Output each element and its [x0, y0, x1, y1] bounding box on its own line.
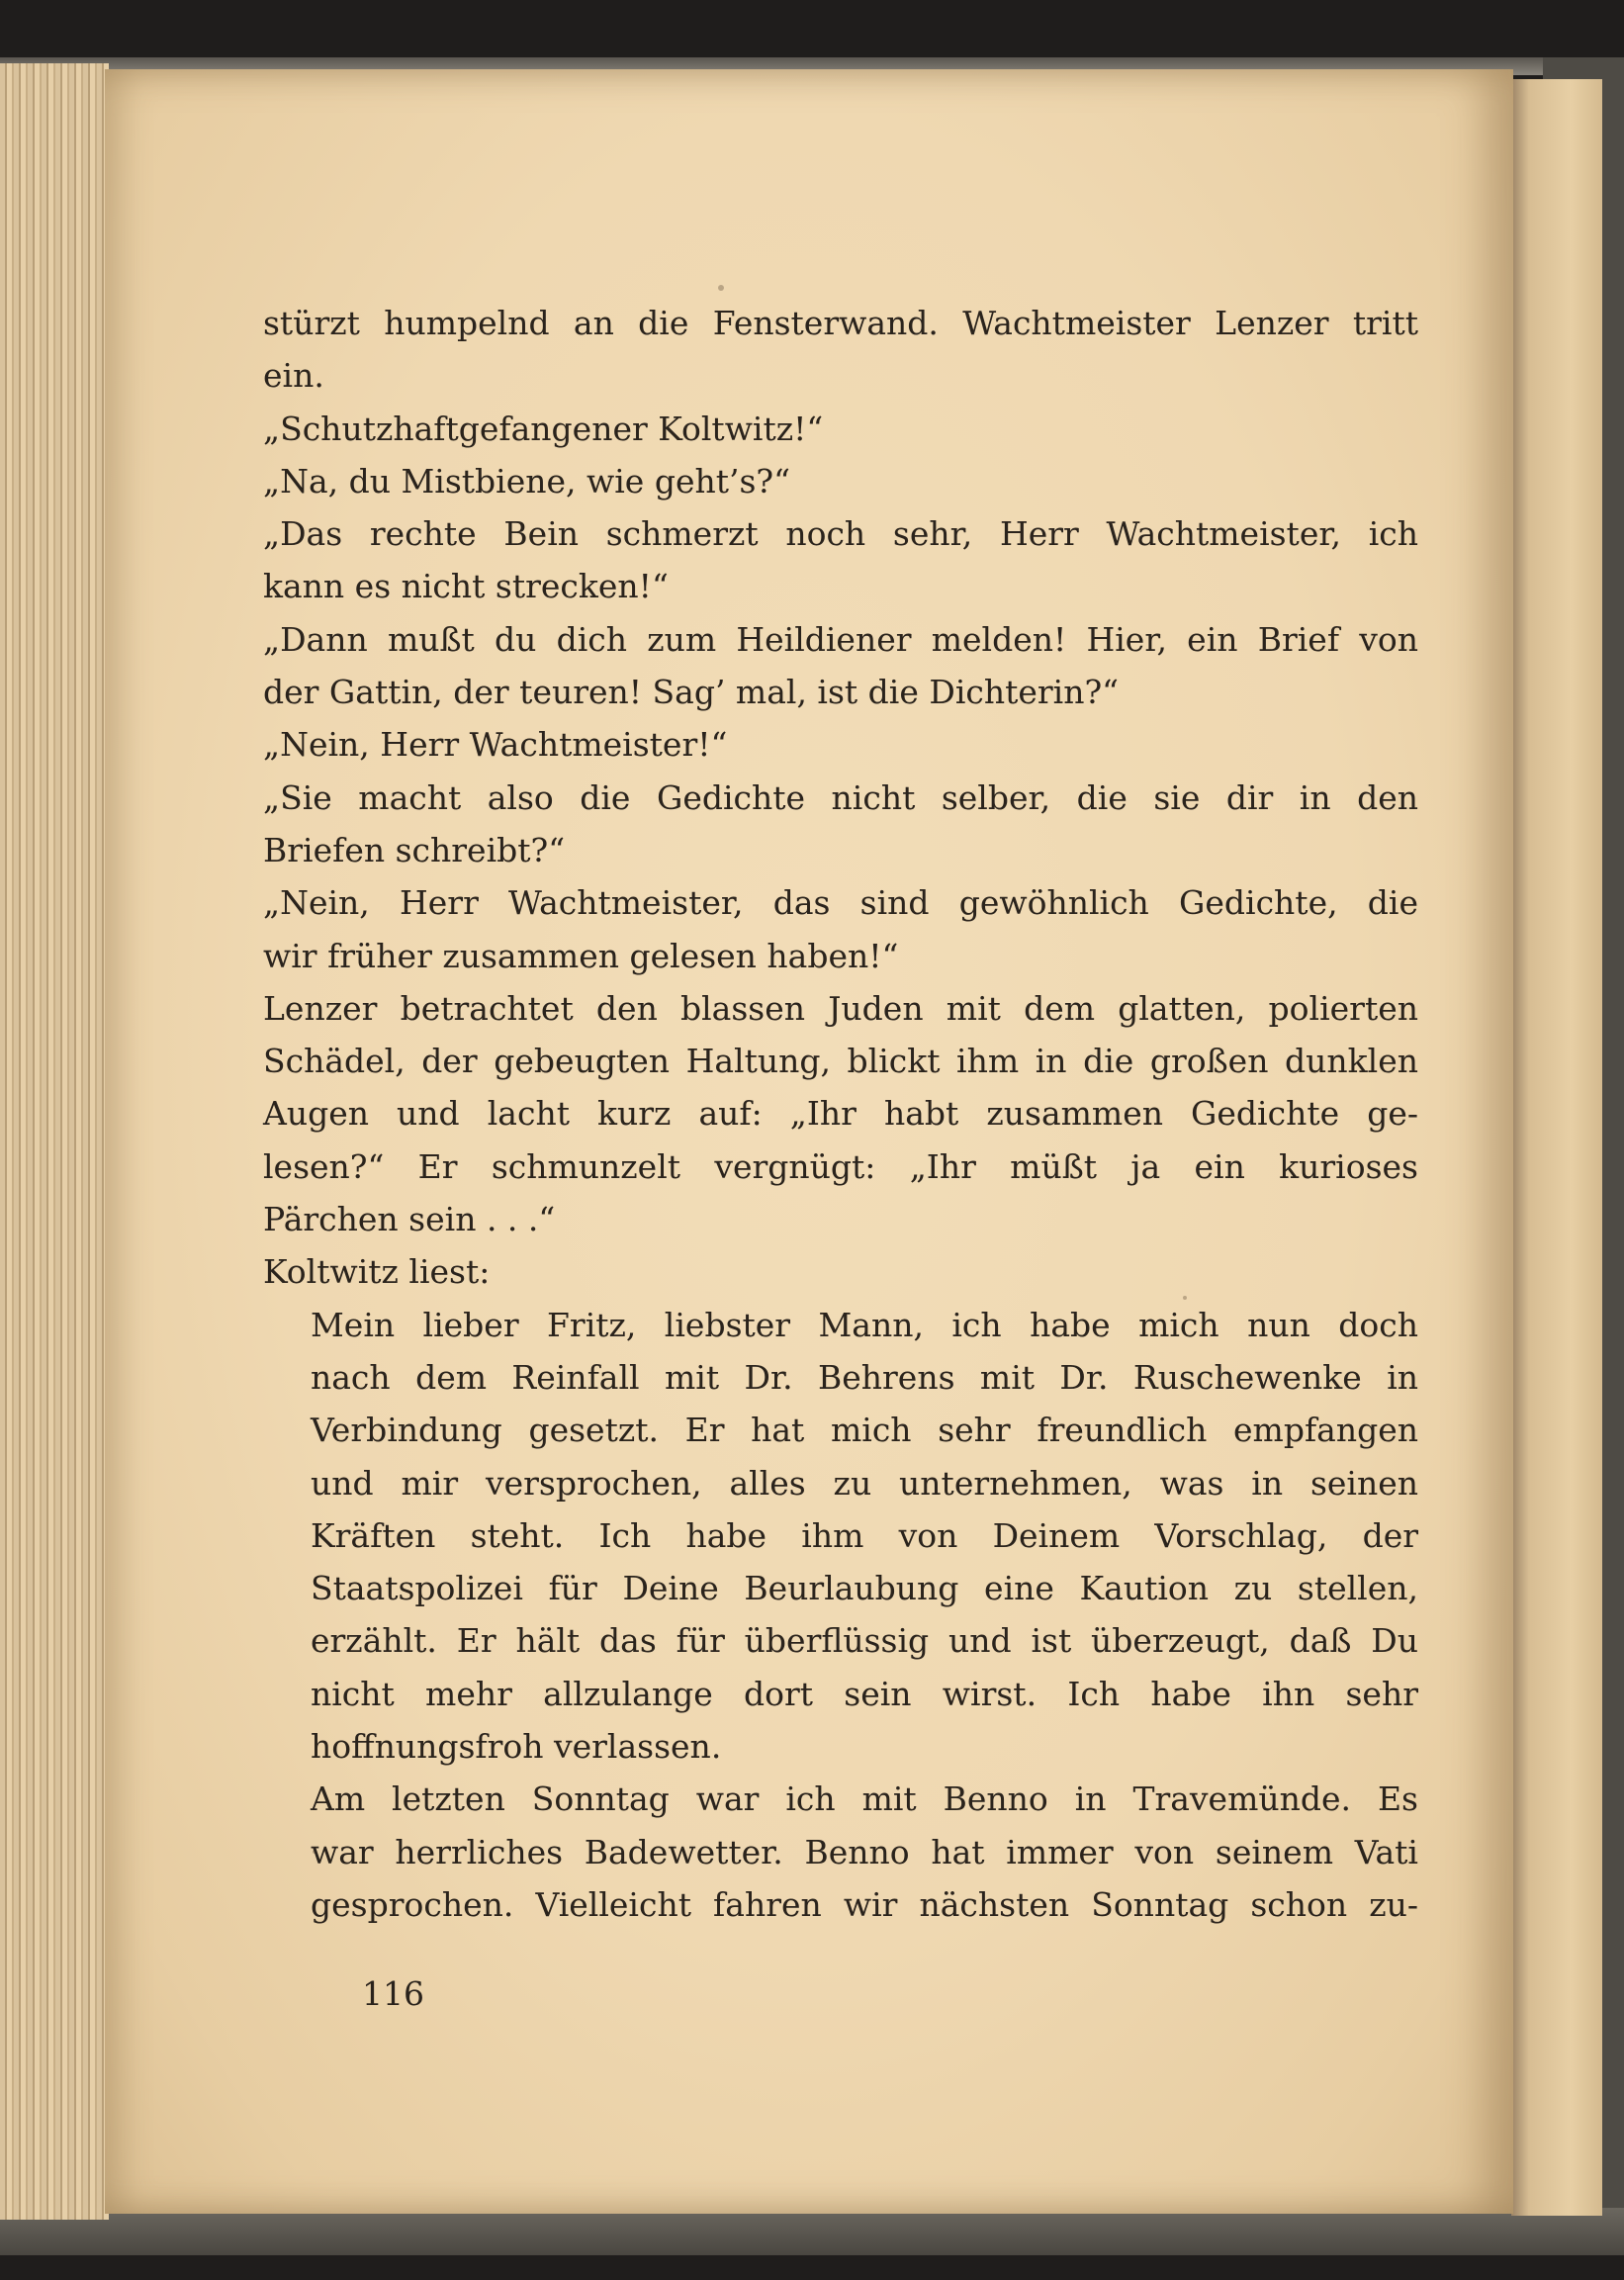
text-line: „Das rechte Bein schmerzt noch sehr, Herr Wachtmeister, ich	[263, 514, 1418, 554]
text-line: „Schutzhaftgefangener Koltwitz!“	[263, 409, 824, 448]
text-line: Briefen schreibt?“	[263, 830, 566, 869]
text-line: „Dann mußt du dich zum Heildiener melden! Hier, ein Brief von	[263, 619, 1418, 659]
text-line: ein.	[263, 356, 324, 396]
text-line: nicht mehr allzulange dort sein wirst. Ich habe ihn sehr	[311, 1674, 1418, 1713]
text-line: kann es nicht strecken!“	[263, 567, 669, 606]
text-line: und mir versprochen, alles zu unternehmen, was in seinen	[311, 1463, 1418, 1503]
text-line: hoffnungsfroh verlassen.	[311, 1727, 722, 1767]
page-number: 116	[362, 1974, 424, 2013]
book-cover-bottom-edge	[0, 2208, 1624, 2255]
text-line: Koltwitz liest:	[263, 1252, 491, 1292]
text-line: erzählt. Er hält das für überflüssig und ist überzeugt, daß Du	[311, 1621, 1418, 1661]
text-line: „Na, du Mistbiene, wie geht’s?“	[263, 461, 790, 501]
text-line: gesprochen. Vielleicht fahren wir nächsten Sonntag schon zu-	[311, 1884, 1418, 1924]
text-line: Verbindung gesetzt. Er hat mich sehr freundlich empfangen	[311, 1411, 1418, 1450]
text-line: „Nein, Herr Wachtmeister!“	[263, 725, 728, 765]
text-line: war herrliches Badewetter. Benno hat immer von seinem Vati	[311, 1832, 1418, 1871]
text-line: Augen und lacht kurz auf: „Ihr habt zusammen Gedichte ge-	[263, 1094, 1418, 1134]
text-line: Mein lieber Fritz, liebster Mann, ich habe mich nun doch	[311, 1305, 1418, 1344]
paper-speck	[718, 285, 724, 291]
text-line: Pärchen sein . . .“	[263, 1200, 556, 1239]
text-line: Staatspolizei für Deine Beurlaubung eine Kaution zu stellen,	[311, 1569, 1418, 1608]
text-line: Am letzten Sonntag war ich mit Benno in Travemünde. Es	[311, 1779, 1418, 1819]
page-stack-edges	[0, 63, 109, 2220]
text-line: Schädel, der gebeugten Haltung, blickt ihm in die großen dunklen	[263, 1042, 1418, 1081]
text-line: „Sie macht also die Gedichte nicht selber, die sie dir in den	[263, 777, 1418, 817]
text-line: nach dem Reinfall mit Dr. Behrens mit Dr. Ruschewenke in	[311, 1357, 1418, 1397]
text-line: stürzt humpelnd an die Fensterwand. Wachtmeister Lenzer tritt	[263, 304, 1418, 342]
page-body-text	[263, 297, 1418, 1931]
text-line: der Gattin, der teuren! Sag’ mal, ist die Dichterin?“	[263, 673, 1120, 712]
text-line: Kräften steht. Ich habe ihm von Deinem Vorschlag, der	[311, 1515, 1418, 1555]
text-line: wir früher zusammen gelesen haben!“	[263, 936, 899, 975]
facing-page-edge	[1511, 79, 1602, 2216]
text-line: „Nein, Herr Wachtmeister, das sind gewöhnlich Gedichte, die	[263, 883, 1418, 923]
text-line: Lenzer betrachtet den blassen Juden mit dem glatten, polierten	[263, 988, 1418, 1028]
text-line: lesen?“ Er schmunzelt vergnügt: „Ihr müßt ja ein kurioses	[263, 1146, 1418, 1186]
